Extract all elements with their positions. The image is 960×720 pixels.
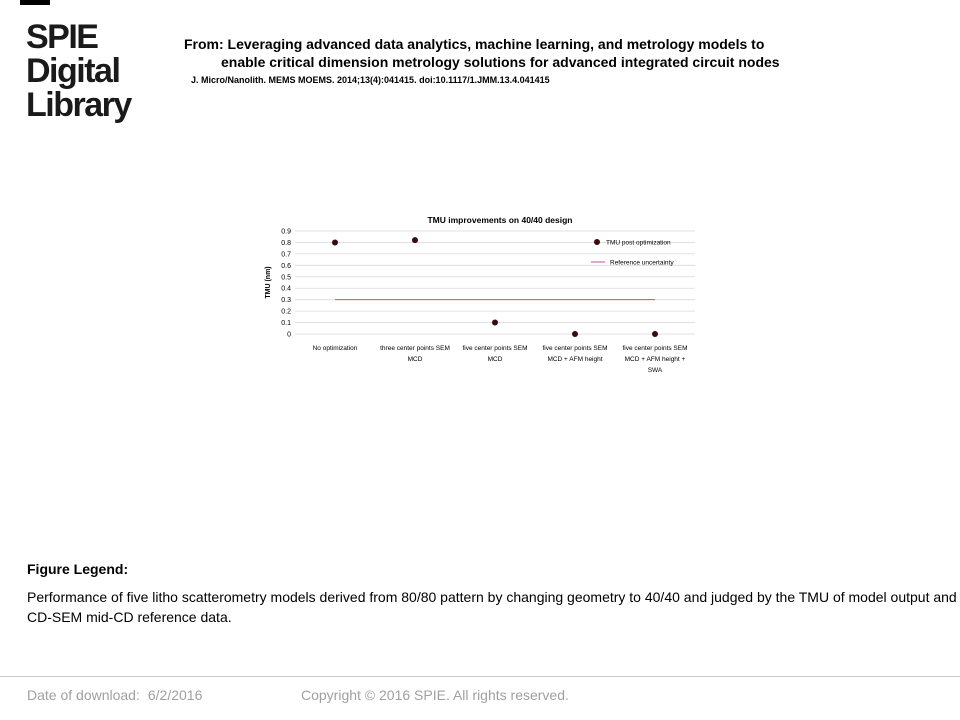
y-tick-label: 0.4 bbox=[281, 285, 291, 293]
x-category-label: SWA bbox=[647, 367, 663, 374]
article-citation: J. Micro/Nanolith. MEMS MOEMS. 2014;13(4):041415. doi:10.1117/1.JMM.13.4.041415 bbox=[191, 75, 550, 85]
x-category-label: five center points SEM bbox=[622, 345, 688, 352]
footer-divider bbox=[0, 676, 960, 677]
y-tick-label: 0.8 bbox=[281, 239, 291, 247]
legend-marker-tmu bbox=[594, 239, 600, 245]
y-tick-label: 0.9 bbox=[281, 228, 291, 236]
tmu-data-point bbox=[652, 331, 658, 337]
tmu-data-point bbox=[412, 237, 418, 243]
y-axis-label: TMU (nm) bbox=[265, 266, 272, 299]
logo-line-spie: SPIE bbox=[26, 18, 98, 56]
x-category-label: three center points SEM bbox=[380, 345, 450, 352]
y-tick-label: 0.3 bbox=[281, 297, 291, 305]
x-category-label: MCD + AFM height + bbox=[624, 356, 686, 363]
tmu-data-point bbox=[572, 331, 578, 337]
spie-digital-library-logo bbox=[26, 20, 150, 122]
figure-legend-text: Performance of five litho scatterometry models derived from 80/80 pattern by changing geometry to 40/40 and judged by the TMU of model output and CD-SEM mid-CD reference data. bbox=[27, 589, 957, 625]
x-category-label: MCD + AFM height bbox=[547, 356, 603, 363]
x-category-label: MCD bbox=[487, 356, 503, 363]
x-category-label: MCD bbox=[407, 356, 423, 363]
y-tick-label: 0 bbox=[287, 331, 291, 339]
x-category-label: No optimization bbox=[312, 345, 358, 352]
article-title-line1: From: Leveraging advanced data analytics, machine learning, and metrology models to bbox=[184, 36, 765, 52]
x-category-label: five center points SEM bbox=[542, 345, 608, 352]
tmu-data-point bbox=[492, 320, 498, 326]
download-info bbox=[27, 687, 202, 703]
x-category-label: five center points SEM bbox=[462, 345, 528, 352]
logo-line-digital: Digital bbox=[26, 52, 120, 90]
legend-label-reference: Reference uncertainty bbox=[610, 259, 674, 267]
download-label: Date of download: bbox=[27, 687, 140, 703]
logo-line-library: Library bbox=[26, 86, 131, 124]
copyright-notice: Copyright © 2016 SPIE. All rights reserved. bbox=[301, 687, 569, 703]
y-tick-label: 0.7 bbox=[281, 251, 291, 259]
y-tick-label: 0.5 bbox=[281, 274, 291, 282]
y-tick-label: 0.2 bbox=[281, 308, 291, 316]
top-corner-mark bbox=[20, 0, 50, 5]
y-tick-label: 0.1 bbox=[281, 320, 291, 328]
article-header bbox=[184, 35, 924, 86]
article-title-line2: enable critical dimension metrology solutions for advanced integrated circuit nodes bbox=[221, 54, 780, 70]
download-date: 6/2/2016 bbox=[147, 687, 203, 703]
tmu-data-point bbox=[332, 239, 338, 245]
tmu-scatter-chart bbox=[240, 205, 710, 385]
legend-label-tmu: TMU post optimization bbox=[606, 239, 671, 247]
figure-legend-heading: Figure Legend: bbox=[27, 561, 129, 577]
chart-title: TMU improvements on 40/40 design bbox=[427, 215, 573, 225]
y-tick-label: 0.6 bbox=[281, 262, 291, 270]
